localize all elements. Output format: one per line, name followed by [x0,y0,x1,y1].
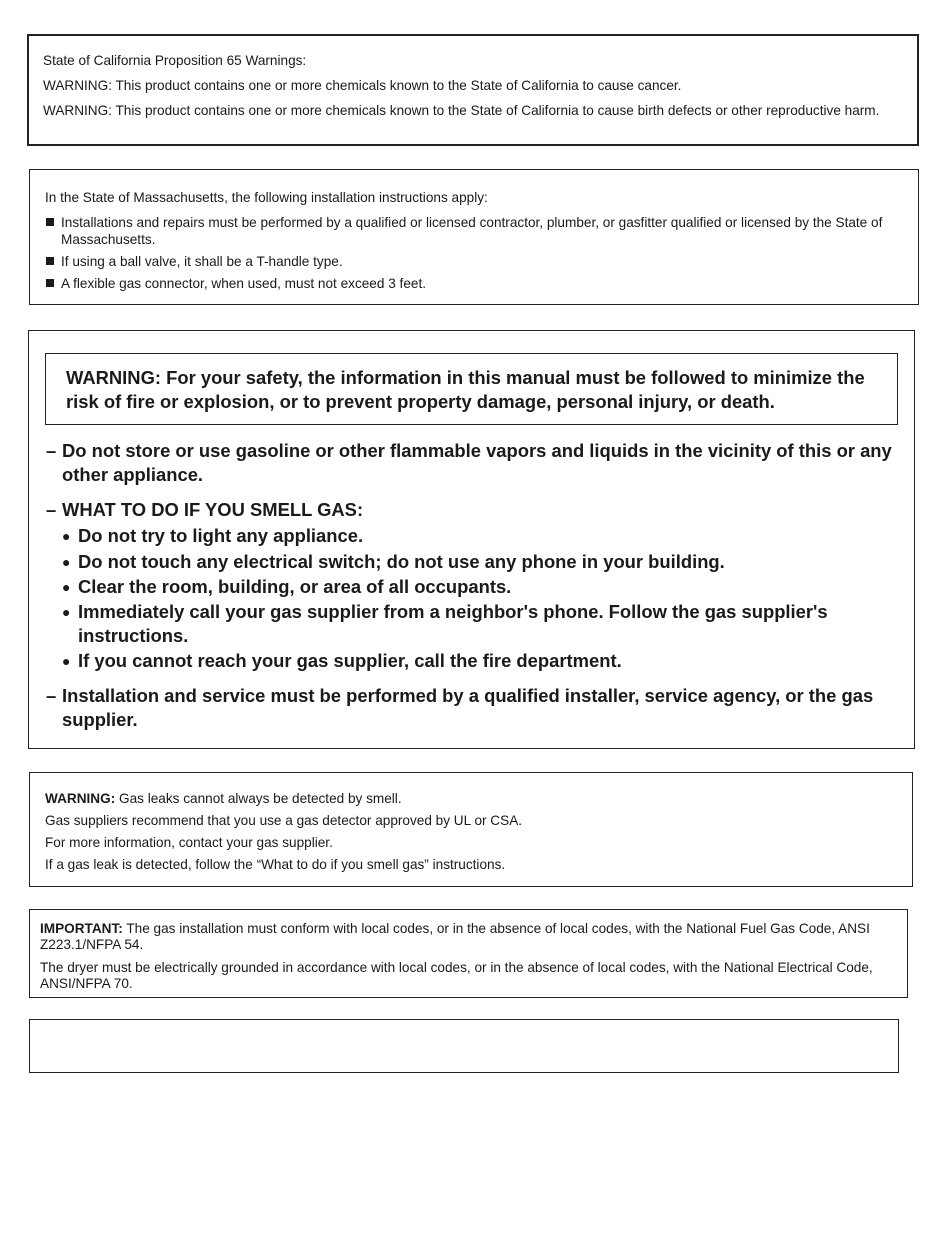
safety-headline-box [45,353,898,425]
prop65-box [27,34,919,146]
massachusetts-box [29,169,919,305]
electrical-grounding-codes: The dryer must be electrically grounded in accordance with local codes, or in the absence of local codes, with the National Electrical Code, ANSI/NFPA 70. [40,960,873,991]
massachusetts-item: A flexible gas connector, when used, must not exceed 3 feet. [45,275,904,292]
safety-warning-box [28,330,915,749]
contact-gas-supplier: For more information, contact your gas supplier. [45,835,333,850]
installation-service-warning: – Installation and service must be performed by a qualified installer, service agency, or the gas supplier. [46,684,896,732]
prop65-cancer-warning: WARNING: This product contains one or more chemicals known to the State of California to cause cancer. [43,78,682,93]
massachusetts-item: Installations and repairs must be performed by a qualified or licensed contractor, plumber, or gasfitter qualified or licensed by the State of Massachusetts. [45,214,904,248]
gas-installation-codes [40,921,895,953]
massachusetts-item: If using a ball valve, it shall be a T-handle type. [45,253,904,270]
smell-gas-step: ● If you cannot reach your gas supplier, call the fire department. [62,649,896,673]
safety-headline: WARNING: For your safety, the information in this manual must be followed to minimize the risk of fire or explosion, or to prevent property damage, personal injury, or death. [66,367,865,412]
smell-gas-step: ● Do not touch any electrical switch; do not use any phone in your building. [62,550,896,574]
gas-detector-recommendation: Gas suppliers recommend that you use a gas detector approved by UL or CSA. [45,813,523,828]
prop65-birth-defect-warning: WARNING: This product contains one or more chemicals known to the State of California to cause birth defects or other reproductive harm. [43,103,880,118]
gas-leak-detected-instruction: If a gas leak is detected, follow the “What to do if you smell gas” instructions. [45,857,506,872]
gas-leak-text: Gas leaks cannot always be detected by smell. [115,791,402,806]
flammable-vapors-warning: – Do not store or use gasoline or other flammable vapors and liquids in the vicinity of this or any other appliance. [46,439,896,487]
smell-gas-step: ● Clear the room, building, or area of all occupants. [62,575,896,599]
empty-box [29,1019,899,1073]
important-label: IMPORTANT: [40,921,123,936]
prop65-title: State of California Proposition 65 Warnings: [43,53,307,68]
safety-instructions [46,439,896,732]
gas-installation-codes-text: The gas installation must conform with local codes, or in the absence of local codes, with the National Fuel Gas Code, ANSI Z223.1/NFPA 54. [40,921,870,952]
gas-leak-warning [45,790,898,807]
smell-gas-step: ● Do not try to light any appliance. [62,524,896,548]
smell-gas-step: ● Immediately call your gas supplier from a neighbor's phone. Follow the gas supplier's instructions. [62,600,896,648]
gas-leak-label: WARNING: [45,791,116,806]
important-box [29,909,908,998]
gas-leak-box [29,772,913,887]
massachusetts-intro: In the State of Massachusetts, the following installation instructions apply: [45,190,488,205]
smell-gas-heading: – WHAT TO DO IF YOU SMELL GAS: [46,498,896,522]
